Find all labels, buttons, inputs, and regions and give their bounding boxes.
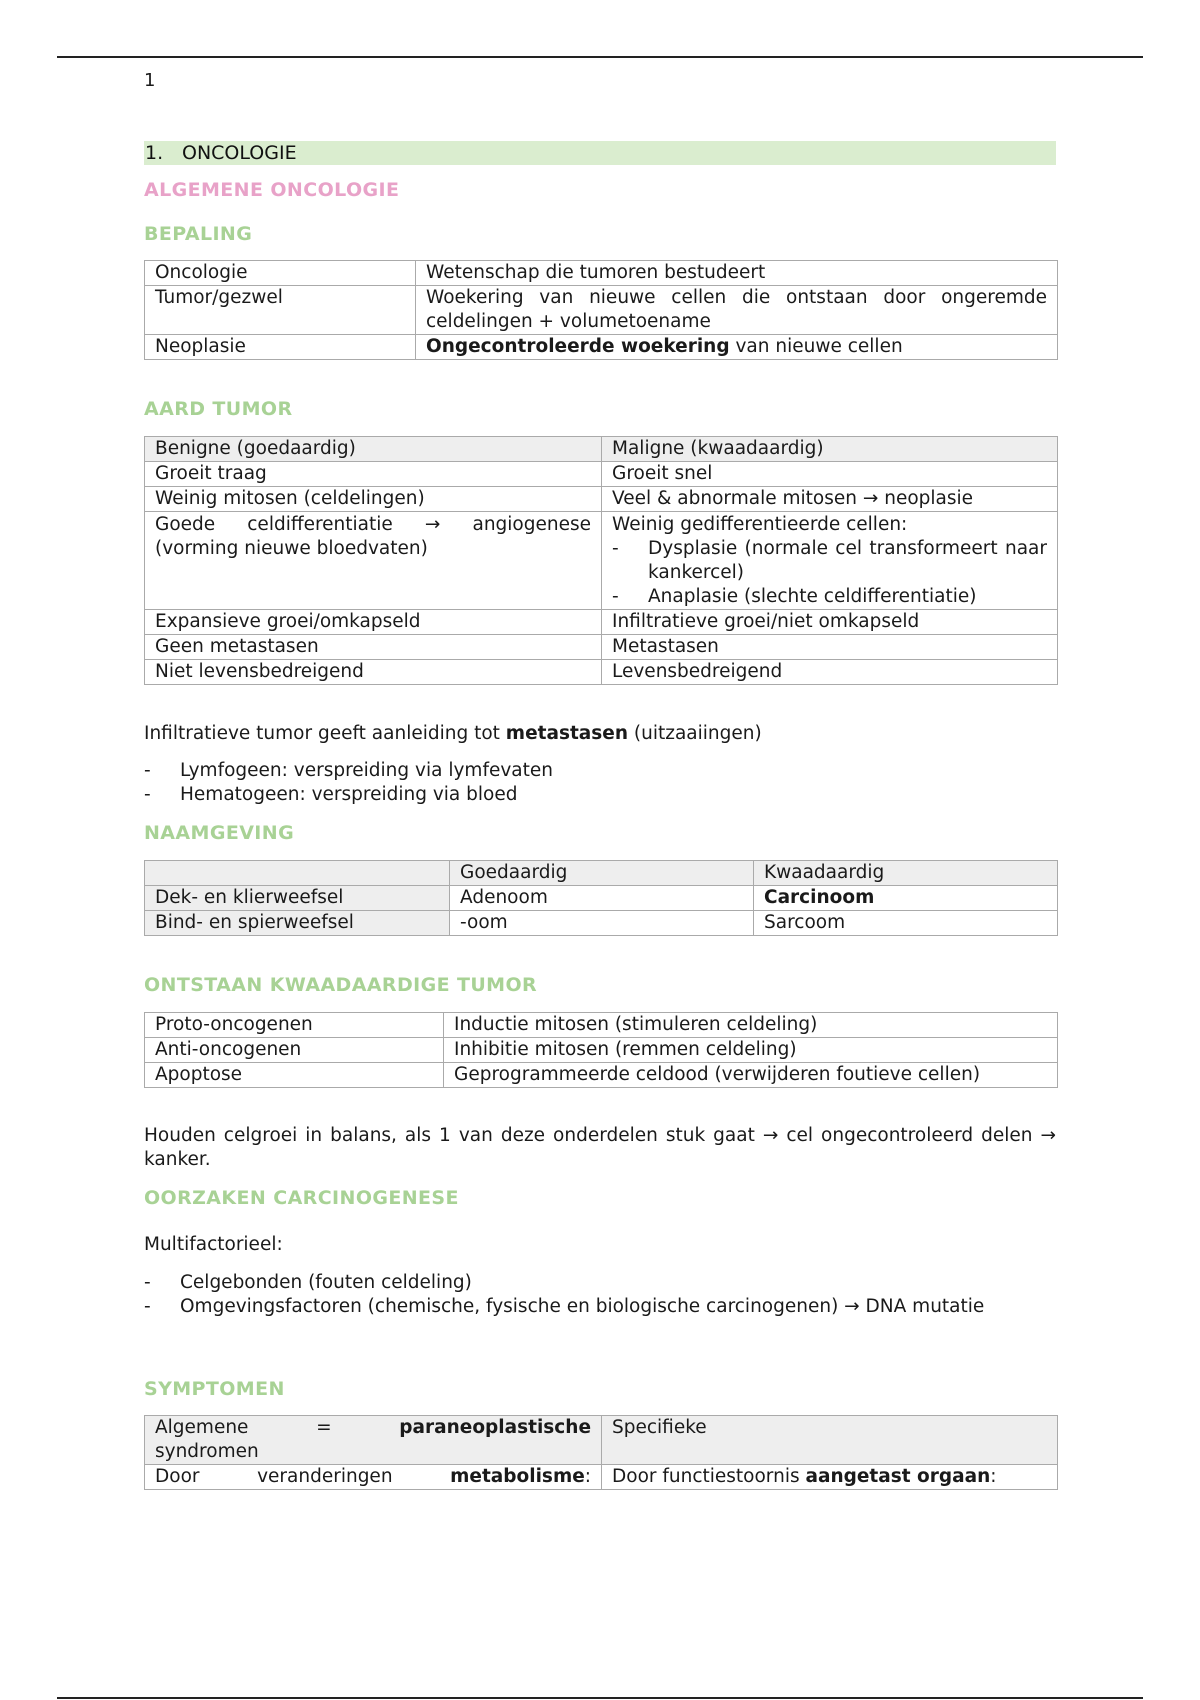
malign-cell: Levensbedreigend [602, 660, 1058, 685]
document-body [144, 60, 1056, 1490]
cell-word: Algemene [155, 1417, 249, 1438]
table-symptomen [144, 1415, 1058, 1490]
definition-cell: Wetenschap die tumoren bestudeert [416, 261, 1058, 286]
table-header-row [145, 1416, 1058, 1465]
cell-line: Goede celdifferentiatie → angiogenese [155, 514, 591, 535]
table-row [145, 660, 1058, 685]
definition-cell: Inhibitie mitosen (remmen celdeling) [444, 1038, 1058, 1063]
term-cell: Oncologie [145, 261, 416, 286]
table-row [145, 512, 1058, 610]
table-naamgeving [144, 860, 1058, 936]
table-bepaling [144, 260, 1058, 360]
benign-name-cell: -oom [450, 911, 754, 936]
paragraph-text: Infiltratieve tumor geeft aanleiding tot [144, 723, 506, 744]
header-kwaadaardig: Kwaadaardig [754, 861, 1058, 886]
table-row [145, 286, 1058, 335]
benign-cell: Groeit traag [145, 462, 602, 487]
cell-word-bold: paraneoplastische [399, 1417, 591, 1438]
chapter-title: ONCOLOGIE [182, 142, 297, 164]
list-item: - Anaplasie (slechte celdifferentiatie) [612, 585, 1047, 609]
definition-bold: Ongecontroleerde woekering [426, 336, 730, 357]
definition-line: Woekering van nieuwe cellen die ontstaan door ongeremde [426, 287, 1047, 308]
table-row [145, 886, 1058, 911]
paragraph-text: (uitzaaiingen) [628, 723, 762, 744]
list-item: - Lymfogeen: verspreiding via lymfevaten [144, 759, 1056, 783]
symptom-general-cell [145, 1465, 602, 1490]
malign-name-cell: Sarcoom [754, 911, 1058, 936]
malign-cell: Infiltratieve groei/niet omkapseld [602, 610, 1058, 635]
list-item: - Dysplasie (normale cel transformeert naar kankercel) [612, 537, 1047, 585]
benign-name-cell: Adenoom [450, 886, 754, 911]
malign-name-cell: Carcinoom [754, 886, 1058, 911]
table-ontstaan [144, 1012, 1058, 1088]
list-item: - Celgebonden (fouten celdeling) [144, 1271, 1056, 1295]
cell-word: Door [155, 1466, 200, 1487]
table-row [145, 1013, 1058, 1038]
cell-line [155, 1416, 591, 1440]
benign-cell [145, 512, 602, 610]
table-row [145, 1038, 1058, 1063]
definition-line: celdelingen + volumetoename [426, 311, 711, 332]
term-cell: Apoptose [145, 1063, 444, 1088]
header-rule [57, 56, 1143, 58]
heading-ontstaan: ONTSTAAN KWAADAARDIGE TUMOR [144, 974, 538, 996]
cell-line: (vorming nieuwe bloedvaten) [155, 538, 428, 559]
header-benigne: Benigne (goedaardig) [145, 437, 602, 462]
infiltratie-paragraph [144, 722, 1056, 746]
cell-word-bold: metabolisme [450, 1466, 585, 1487]
heading-symptomen: SYMPTOMEN [144, 1378, 285, 1400]
cell-colon: : [990, 1466, 997, 1487]
header-goedaardig: Goedaardig [450, 861, 754, 886]
cell-word-bold: aangetast orgaan [805, 1466, 991, 1487]
cell-line [155, 1465, 591, 1489]
cell-line: syndromen [155, 1441, 259, 1462]
heading-naamgeving: NAAMGEVING [144, 822, 295, 844]
table-row [145, 610, 1058, 635]
cell-intro: Weinig gedifferentieerde cellen: [612, 514, 908, 535]
definition-cell [416, 286, 1058, 335]
definition-rest: van nieuwe cellen [729, 336, 903, 357]
page-number: 1 [144, 70, 156, 91]
benign-cell: Expansieve groei/omkapseld [145, 610, 602, 635]
malign-cell: Groeit snel [602, 462, 1058, 487]
header-blank [145, 861, 450, 886]
heading-oorzaken: OORZAKEN CARCINOGENESE [144, 1187, 459, 1209]
table-row [145, 335, 1058, 360]
paragraph-bold: metastasen [505, 723, 629, 744]
table-row [145, 635, 1058, 660]
benign-cell: Niet levensbedreigend [145, 660, 602, 685]
tissue-cell: Dek- en klierweefsel [145, 886, 450, 911]
term-cell: Proto-oncogenen [145, 1013, 444, 1038]
table-header-row [145, 437, 1058, 462]
section-title: ALGEMENE ONCOLOGIE [144, 179, 400, 201]
cell-text: Door functiestoornis [612, 1466, 806, 1487]
table-row [145, 1465, 1058, 1490]
footer-rule [57, 1697, 1143, 1699]
chapter-number: 1. [145, 142, 164, 164]
table-row [145, 911, 1058, 936]
definition-cell: Inductie mitosen (stimuleren celdeling) [444, 1013, 1058, 1038]
term-cell: Tumor/gezwel [145, 286, 416, 335]
oorzaken-intro: Multifactorieel: [144, 1234, 283, 1255]
header-maligne: Maligne (kwaadaardig) [602, 437, 1058, 462]
table-row [145, 261, 1058, 286]
table-row [145, 1063, 1058, 1088]
table-aard-tumor [144, 436, 1058, 685]
heading-aard-tumor: AARD TUMOR [144, 398, 293, 420]
heading-bepaling: BEPALING [144, 223, 253, 245]
cell-word [450, 1465, 591, 1489]
table-header-row [145, 861, 1058, 886]
cell-word: = [316, 1417, 332, 1438]
list-item: - Omgevingsfactoren (chemische, fysische en biologische carcinogenen) → DNA mutatie [144, 1295, 1056, 1319]
cell-colon: : [584, 1466, 591, 1487]
cell-list [612, 537, 1047, 609]
definition-cell [416, 335, 1058, 360]
malign-cell: Metastasen [602, 635, 1058, 660]
malign-cell [602, 512, 1058, 610]
term-cell: Neoplasie [145, 335, 416, 360]
oorzaken-list [144, 1271, 1056, 1319]
definition-cell: Geprogrammeerde celdood (verwijderen foutieve cellen) [444, 1063, 1058, 1088]
header-specifieke: Specifieke [602, 1416, 1058, 1465]
symptom-specific-cell [602, 1465, 1058, 1490]
infiltratie-list [144, 759, 1056, 807]
benign-cell: Weinig mitosen (celdelingen) [145, 487, 602, 512]
chapter-heading [144, 141, 1056, 165]
benign-cell: Geen metastasen [145, 635, 602, 660]
cell-word: veranderingen [257, 1466, 393, 1487]
list-item: - Hematogeen: verspreiding via bloed [144, 783, 1056, 807]
tissue-cell: Bind- en spierweefsel [145, 911, 450, 936]
term-cell: Anti-oncogenen [145, 1038, 444, 1063]
table-row [145, 462, 1058, 487]
header-algemene [145, 1416, 602, 1465]
table-row [145, 487, 1058, 512]
malign-cell: Veel & abnormale mitosen → neoplasie [602, 487, 1058, 512]
balance-note: Houden celgroei in balans, als 1 van deze onderdelen stuk gaat → cel ongecontroleerd delen → kanker. [144, 1125, 1056, 1170]
